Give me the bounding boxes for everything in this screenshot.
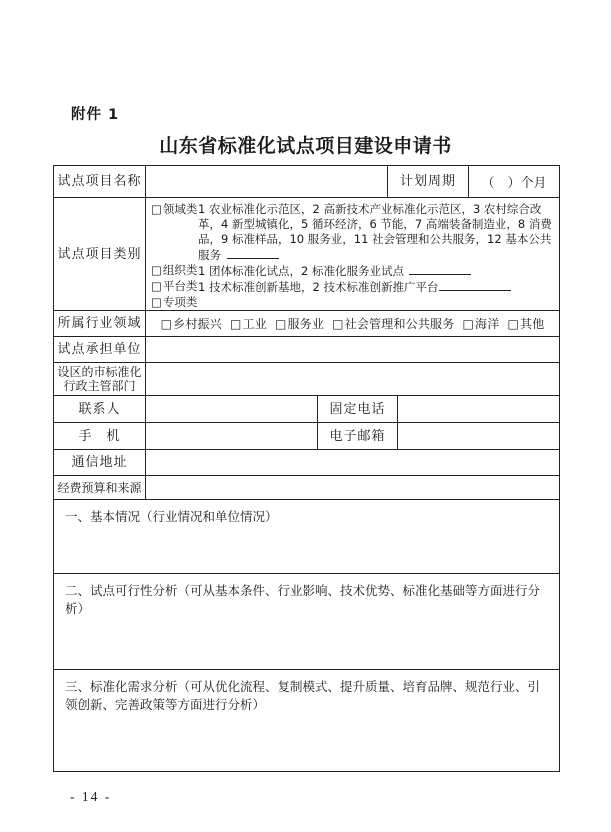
section-demand-row — [54, 670, 560, 772]
page-title: 山东省标准化试点项目建设申请书 — [159, 135, 452, 157]
checkbox-icon[interactable]: □ — [332, 317, 344, 331]
industry-option-industrial — [230, 317, 267, 331]
category-option-field — [151, 202, 553, 263]
plan-period-value-cell[interactable]: （ ）个月 — [469, 166, 560, 198]
project-name-row — [54, 166, 560, 198]
checkbox-icon[interactable]: □ — [151, 263, 162, 277]
industry-label: 所属行业领域 — [54, 311, 146, 337]
authority-row — [54, 363, 560, 396]
category-options-cell — [146, 198, 560, 311]
contact-value-cell[interactable] — [146, 396, 318, 423]
authority-value-cell[interactable] — [146, 363, 560, 396]
project-name-label: 试点项目名称 — [54, 166, 146, 198]
address-label: 通信地址 — [54, 450, 146, 476]
page-number: - 14 - — [70, 789, 112, 804]
category-option-platform — [151, 279, 553, 295]
section-3-cell — [54, 670, 560, 772]
section-3-heading: 三、标准化需求分析（可从优化流程、复制模式、提升质量、培育品牌、规范行业、引领创新、完善政策等方面进行分析） — [65, 679, 541, 712]
category-option-special — [151, 295, 553, 310]
industry-option-marine — [462, 317, 499, 331]
checkbox-icon[interactable]: □ — [274, 317, 287, 331]
section-2-heading: 二、试点可行性分析（可从基本条件、行业影响、技术优势、标准化基础等方面进行分析） — [65, 583, 541, 616]
project-name-value-cell[interactable] — [146, 166, 388, 198]
category-option-organization — [151, 263, 553, 279]
landline-label: 固定电话 — [318, 396, 398, 423]
category-label: 试点项目类别 — [54, 198, 146, 311]
section-1-heading: 一、基本情况（行业情况和单位情况） — [65, 509, 278, 524]
industry-option-rural — [161, 317, 222, 331]
fill-in-blank-line[interactable] — [439, 279, 511, 291]
checkbox-icon[interactable]: □ — [462, 317, 475, 331]
fill-in-blank-line[interactable] — [409, 263, 471, 275]
industry-option-label: 服务业 — [287, 317, 325, 331]
category-row — [54, 198, 560, 311]
industry-options-cell — [146, 311, 560, 337]
section-1-cell — [54, 500, 560, 574]
checkbox-icon[interactable]: □ — [507, 317, 519, 331]
email-value-cell[interactable] — [398, 423, 560, 450]
category-option-desc: 1 技术标准创新基地，2 技术标准创新推广平台 — [198, 280, 439, 294]
category-option-name: 领域类 — [162, 202, 198, 216]
section-feasibility-row — [54, 574, 560, 670]
mobile-value-cell[interactable] — [146, 423, 318, 450]
section-basic-info-row — [54, 500, 560, 574]
checkbox-icon[interactable]: □ — [160, 317, 173, 331]
industry-option-label: 工业 — [242, 317, 267, 331]
attachment-label: 附件 1 — [71, 107, 120, 123]
undertaker-value-cell[interactable] — [146, 337, 560, 363]
mobile-label: 手 机 — [54, 423, 146, 450]
industry-option-label: 乡村振兴 — [173, 317, 222, 331]
budget-label: 经费预算和来源 — [54, 476, 146, 500]
address-row — [54, 450, 560, 476]
contact-label: 联系人 — [54, 396, 146, 423]
category-option-desc: 1 团体标准化试点，2 标准化服务业试点 — [198, 264, 404, 278]
landline-value-cell[interactable] — [398, 396, 560, 423]
industry-option-label: 其他 — [520, 317, 545, 331]
industry-option-label: 社会管理和公共服务 — [344, 317, 455, 331]
category-option-desc: 1 农业标准化示范区，2 高新技术产业标准化示范区，3 农村综合改革，4 新型城镇化，5 循环经济，6 节能，7 高端装备制造业，8 消费品，9 标准样品，10 服务业，11 社会管理和公共服务，12 基本公共服务 — [198, 202, 552, 262]
checkbox-icon[interactable]: □ — [229, 317, 242, 331]
industry-option-label: 海洋 — [475, 317, 500, 331]
undertaker-row — [54, 337, 560, 363]
checkbox-icon[interactable]: □ — [151, 279, 162, 293]
category-option-name: 专项类 — [162, 295, 198, 309]
fill-in-blank-line[interactable] — [227, 247, 279, 259]
authority-label-line2: 行政主管部门 — [63, 379, 136, 393]
application-form-table — [53, 165, 560, 772]
mobile-row — [54, 423, 560, 450]
section-2-cell — [54, 574, 560, 670]
checkbox-icon[interactable]: □ — [151, 202, 162, 216]
industry-option-service — [275, 317, 324, 331]
authority-label — [54, 363, 146, 396]
category-option-name: 组织类 — [162, 263, 198, 277]
undertaker-label: 试点承担单位 — [54, 337, 146, 363]
contact-row — [54, 396, 560, 423]
budget-row — [54, 476, 560, 500]
category-option-name: 平台类 — [162, 279, 198, 293]
address-value-cell[interactable] — [146, 450, 560, 476]
plan-period-label: 计划周期 — [388, 166, 469, 198]
email-label: 电子邮箱 — [318, 423, 398, 450]
industry-option-social — [332, 317, 454, 331]
authority-label-line1: 设区的市标准化 — [57, 365, 142, 379]
checkbox-icon[interactable]: □ — [151, 295, 162, 309]
industry-option-other — [507, 317, 544, 331]
industry-row — [54, 311, 560, 337]
budget-value-cell[interactable] — [146, 476, 560, 500]
